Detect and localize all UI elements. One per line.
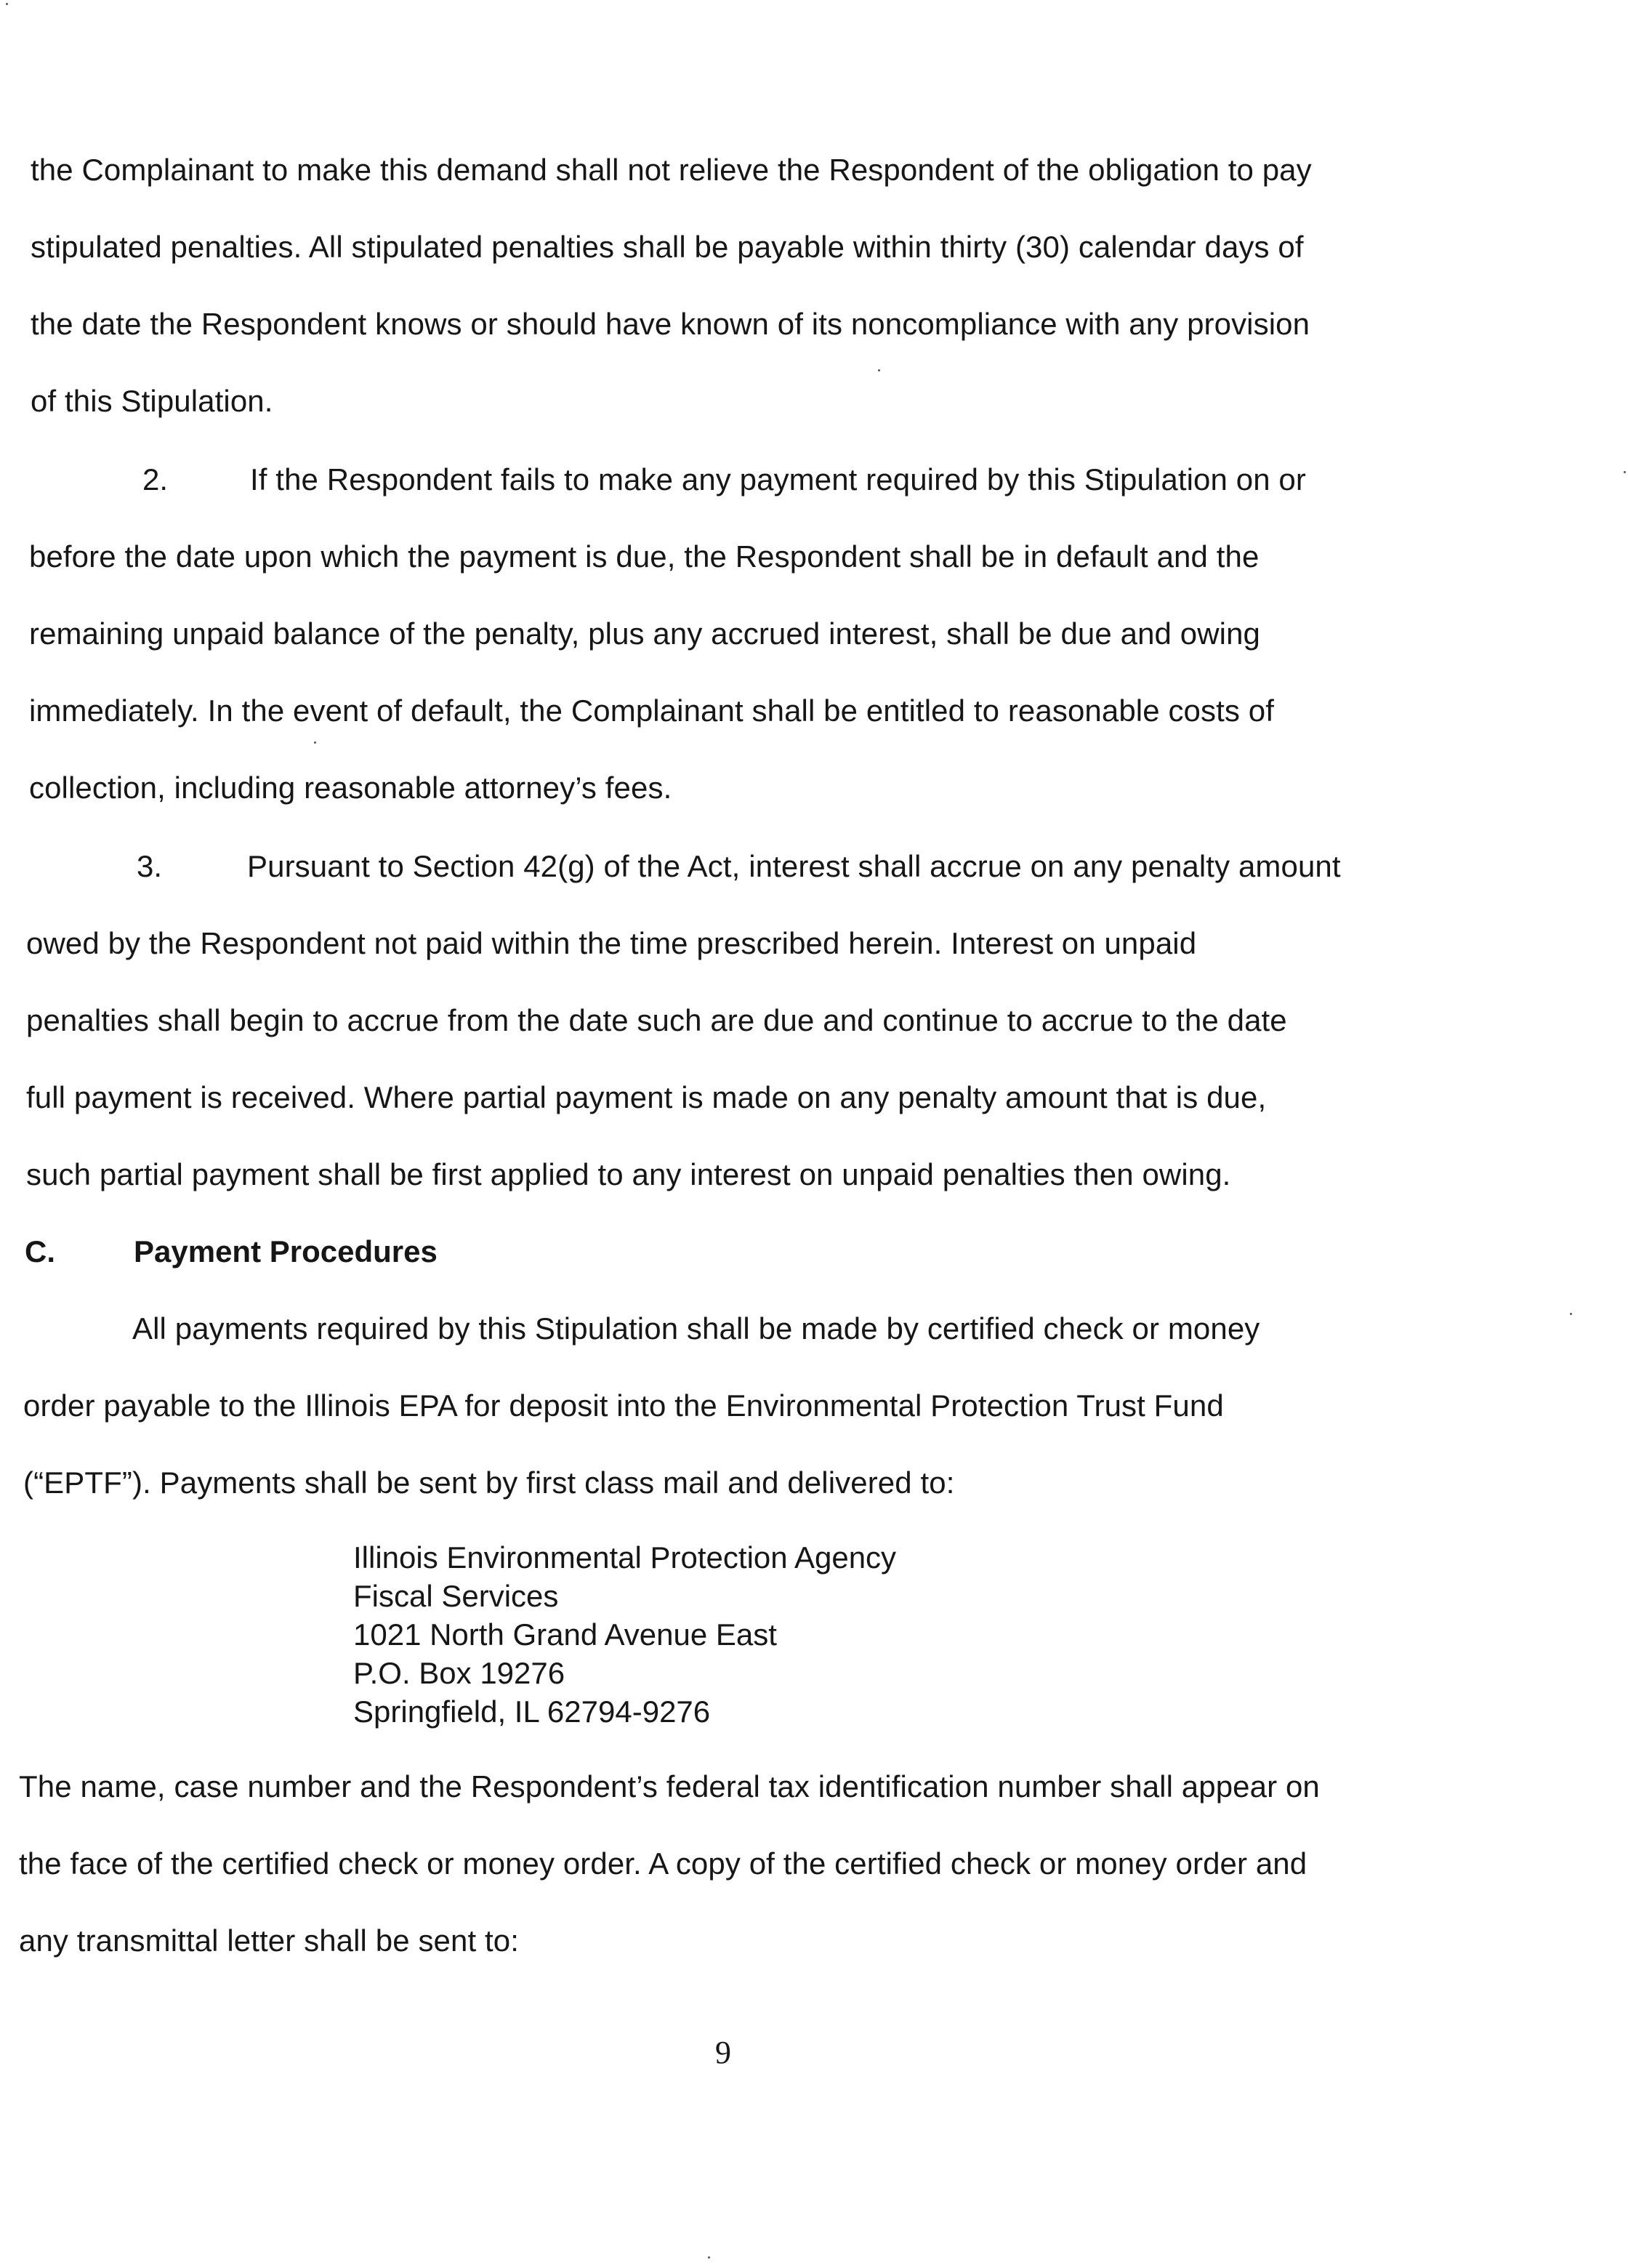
paragraph-line: remaining unpaid balance of the penalty, plus any accrued interest, shall be due and owing [29,616,1261,651]
paragraph-line: full payment is received. Where partial payment is made on any penalty amount that is due, [26,1080,1267,1114]
paragraph-line: the face of the certified check or money order. A copy of the certified check or money order and [19,1846,1307,1881]
paragraph-line: Pursuant to Section 42(g) of the Act, interest shall accrue on any penalty amount [247,849,1341,883]
paragraph-line: the Complainant to make this demand shall not relieve the Respondent of the obligation to pay [31,153,1312,187]
paragraph-line: penalties shall begin to accrue from the date such are due and continue to accrue to the date [26,1003,1287,1037]
paragraph-line: stipulated penalties. All stipulated penalties shall be payable within thirty (30) calendar days of [31,230,1304,264]
paragraph-line: owed by the Respondent not paid within the time prescribed herein. Interest on unpaid [26,926,1197,960]
paragraph-line: any transmittal letter shall be sent to: [19,1923,519,1958]
mailing-address [353,1538,896,1731]
paragraph-line: before the date upon which the payment is due, the Respondent shall be in default and the [29,539,1260,574]
paragraph-line: All payments required by this Stipulation shall be made by certified check or money [132,1311,1260,1346]
section-heading: Payment Procedures [134,1234,438,1268]
address-line: Fiscal Services [353,1579,559,1613]
page-number: 9 [715,2035,731,2070]
item-number: 3. [137,849,163,883]
address-line: Springfield, IL 62794-9276 [353,1694,711,1729]
paragraph-line: The name, case number and the Respondent’s federal tax identification number shall appear on [19,1769,1320,1803]
paragraph-line: such partial payment shall be first applied to any interest on unpaid penalties then owing. [26,1157,1231,1191]
paragraph-line: of this Stipulation. [31,384,273,418]
scan-speck [1624,471,1626,473]
section-letter: C. [25,1234,55,1268]
paragraph-line: (“EPTF”). Payments shall be sent by first class mail and delivered to: [23,1465,955,1500]
paragraph-line: immediately. In the event of default, the Complainant shall be entitled to reasonable costs of [29,693,1274,728]
paragraph-line: collection, including reasonable attorney’s fees. [29,771,672,805]
address-line: Illinois Environmental Protection Agency [353,1540,897,1575]
paragraph-line: order payable to the Illinois EPA for deposit into the Environmental Protection Trust Fund [23,1388,1224,1423]
address-line: P.O. Box 19276 [353,1656,565,1690]
item-number: 2. [142,462,169,496]
paragraph-line: the date the Respondent knows or should have known of its noncompliance with any provision [31,307,1310,341]
scan-speck [708,2256,710,2259]
address-line: 1021 North Grand Avenue East [353,1617,777,1652]
scan-speck [1570,1313,1572,1315]
scan-speck [6,3,8,5]
paragraph-line: If the Respondent fails to make any payment required by this Stipulation on or [250,462,1306,496]
scan-speck [878,369,880,371]
scan-speck [314,741,316,744]
